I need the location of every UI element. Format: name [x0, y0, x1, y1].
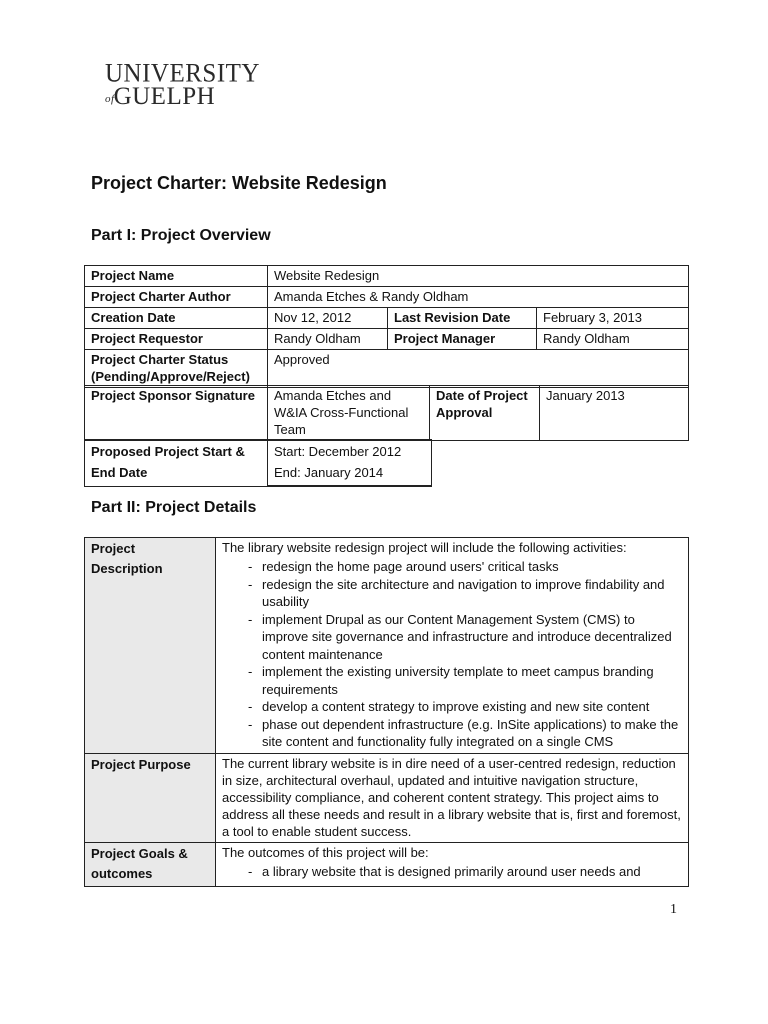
- part2-heading: Part II: Project Details: [91, 499, 257, 516]
- requestor-value: Randy Oldham: [268, 329, 388, 350]
- description-cell: [216, 538, 689, 754]
- author-value: Amanda Etches & Randy Oldham: [268, 287, 689, 308]
- project-details-table: [84, 537, 689, 887]
- bullet-dash: -: [248, 863, 253, 879]
- creation-date-label: Creation Date: [85, 308, 268, 329]
- list-item-text: develop a content strategy to improve existing and new site content: [262, 699, 650, 714]
- bullet-dash: -: [248, 716, 253, 732]
- list-item-text: redesign the site architecture and navigation to improve findability and usability: [262, 576, 665, 609]
- status-value: Approved: [268, 350, 689, 388]
- logo-line-guelph: [105, 84, 215, 112]
- row-requestor: [85, 329, 689, 350]
- purpose-text: The current library website is in dire need of a user-centred redesign, reduction in size, architectural overhaul, updated and intuitive navigation structure, accessibility compliance, and coherent content strategy. This project aims to address all these needs and result in a library website that is, first and foremost, a tool to enable student success.: [216, 753, 689, 842]
- row-purpose: [85, 753, 689, 842]
- description-label: Project Description: [85, 538, 216, 754]
- author-label: Project Charter Author: [85, 287, 268, 308]
- bullet-dash: -: [248, 576, 253, 592]
- row-status: [85, 350, 689, 388]
- list-item: [248, 663, 683, 698]
- logo-guelph: GUELPH: [113, 83, 216, 110]
- list-item: [248, 716, 683, 751]
- description-intro: The library website redesign project will include the following activities:: [222, 540, 627, 555]
- revision-date-value: February 3, 2013: [537, 308, 689, 329]
- document-title: Project Charter: Website Redesign: [91, 173, 387, 193]
- project-name-label: Project Name: [85, 266, 268, 287]
- list-item: [248, 576, 683, 611]
- list-item: [248, 558, 683, 576]
- sponsor-value: Amanda Etches and W&IA Cross-Functional Team: [268, 386, 430, 441]
- goals-cell: [216, 842, 689, 886]
- list-item-text: implement Drupal as our Content Management System (CMS) to improve site governance and infrastructure and introduce decentralized content maintenance: [262, 611, 672, 662]
- sponsor-label: Project Sponsor Signature: [85, 386, 268, 441]
- goals-intro: The outcomes of this project will be:: [222, 844, 429, 860]
- list-item-text: a library website that is designed primarily around user needs and: [262, 863, 641, 879]
- page-number: 1: [670, 902, 677, 917]
- row-goals: [85, 842, 689, 886]
- approval-date-label: Date of Project Approval: [430, 386, 540, 441]
- description-list: [222, 558, 683, 751]
- logo-line-university: UNIVERSITY: [105, 59, 260, 88]
- bullet-dash: -: [248, 611, 253, 627]
- requestor-label: Project Requestor: [85, 329, 268, 350]
- start-date-value: Start: December 2012: [274, 444, 402, 459]
- revision-date-label: Last Revision Date: [388, 308, 537, 329]
- list-item: [248, 611, 683, 664]
- bullet-dash: -: [248, 664, 253, 679]
- start-end-label: Proposed Project Start & End Date: [85, 440, 268, 487]
- row-dates: [85, 308, 689, 329]
- manager-value: Randy Oldham: [537, 329, 689, 350]
- university-of-guelph-logo: [103, 59, 260, 110]
- start-end-value: [268, 440, 432, 487]
- goals-list: [222, 863, 683, 881]
- list-item: [248, 863, 683, 881]
- purpose-label: Project Purpose: [85, 753, 216, 842]
- list-item-text: redesign the home page around users' critical tasks: [262, 559, 559, 574]
- list-item-text: implement the existing university template to meet campus branding requirements: [262, 664, 654, 697]
- list-item-text: phase out dependent infrastructure (e.g. InSite applications) to make the site content and functionality fully integrated on a single CMS: [262, 716, 679, 749]
- status-label: Project Charter Status (Pending/Approve/Reject): [85, 350, 268, 388]
- row-project-name: [85, 266, 689, 287]
- bullet-dash: -: [248, 559, 253, 574]
- overview-table-sponsor: [84, 385, 689, 441]
- bullet-dash: -: [248, 699, 253, 714]
- row-description: [85, 538, 689, 754]
- row-start-end: [85, 440, 432, 487]
- approval-date-value: January 2013: [540, 386, 689, 441]
- row-sponsor: [85, 386, 689, 441]
- end-date-value: End: January 2014: [274, 465, 384, 480]
- goals-label: Project Goals & outcomes: [85, 842, 216, 886]
- manager-label: Project Manager: [388, 329, 537, 350]
- list-item: [248, 698, 683, 716]
- creation-date-value: Nov 12, 2012: [268, 308, 388, 329]
- project-name-value: Website Redesign: [268, 266, 689, 287]
- overview-table-schedule: [84, 439, 432, 487]
- overview-table-top: [84, 265, 689, 388]
- row-author: [85, 287, 689, 308]
- logo-of: of: [105, 93, 115, 105]
- part1-heading: Part I: Project Overview: [91, 227, 271, 244]
